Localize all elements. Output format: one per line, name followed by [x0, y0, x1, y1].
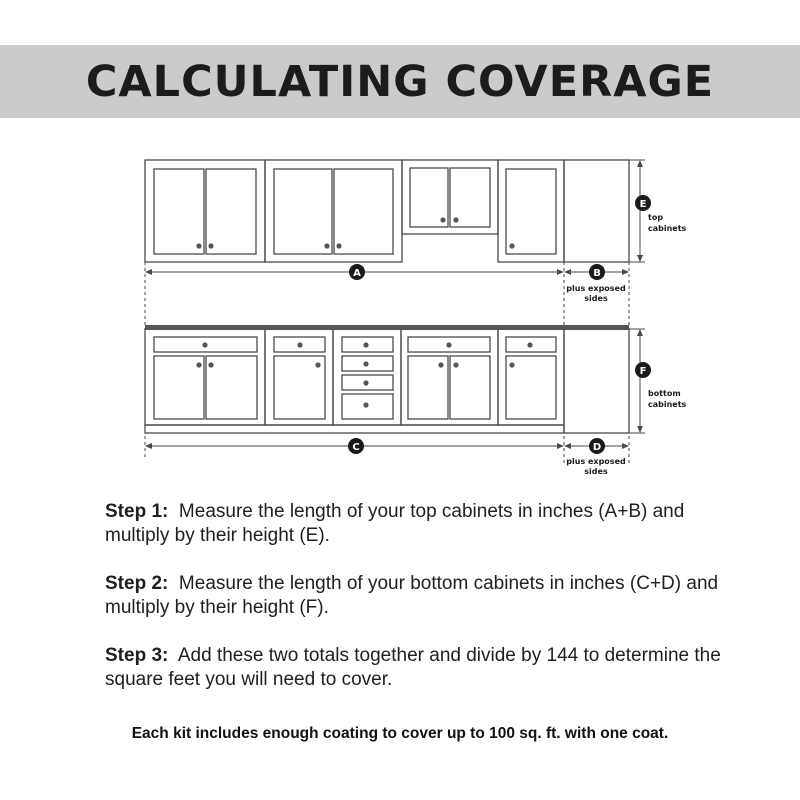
label-top-cabinets-2: cabinets [648, 224, 687, 233]
step-2 [105, 572, 745, 620]
label-exposed-top-1: plus exposed [566, 284, 626, 293]
page-title: CALCULATING COVERAGE [85, 56, 715, 107]
step-text: Measure the length of your top cabinets in inches (A+B) and multiply by their height (E). [105, 501, 685, 546]
step-label: Step 3: [105, 645, 169, 666]
footer-note: Each kit includes enough coating to cover up to 100 sq. ft. with one coat. [131, 725, 669, 742]
marker-b [589, 264, 605, 280]
label-exposed-bottom-2: sides [584, 467, 608, 476]
label-exposed-bottom-1: plus exposed [566, 457, 626, 466]
step-1 [105, 500, 745, 548]
svg-text:F: F [639, 366, 647, 377]
marker-c [348, 438, 364, 454]
cabinet-diagram [0, 140, 800, 485]
title-banner [0, 45, 800, 118]
label-bottom-cabinets-1: bottom [648, 389, 681, 398]
label-top-cabinets-1: top [648, 213, 664, 222]
step-label: Step 2: [105, 573, 169, 594]
step-3 [105, 644, 745, 692]
marker-a [349, 264, 365, 280]
marker-f [635, 362, 651, 378]
step-text: Add these two totals together and divide by 144 to determine the square feet you will need to cover. [105, 645, 721, 690]
lower-cabinets [145, 329, 629, 433]
svg-text:C: C [352, 442, 360, 453]
toe-kick [145, 425, 564, 433]
steps-list [105, 500, 745, 716]
svg-text:E: E [639, 199, 647, 210]
bottom-exposed-side [564, 329, 629, 433]
svg-text:D: D [592, 442, 602, 453]
upper-cabinets [145, 160, 629, 262]
step-text: Measure the length of your bottom cabinets in inches (C+D) and multiply by their height (F). [105, 573, 719, 618]
svg-text:B: B [593, 268, 601, 279]
marker-d [589, 438, 605, 454]
step-label: Step 1: [105, 501, 169, 522]
label-exposed-top-2: sides [584, 294, 608, 303]
cabinet-knobs [196, 217, 532, 407]
marker-e [635, 195, 651, 211]
top-exposed-side [564, 160, 629, 262]
svg-text:A: A [353, 268, 361, 279]
countertop [145, 325, 629, 330]
label-bottom-cabinets-2: cabinets [648, 400, 687, 409]
